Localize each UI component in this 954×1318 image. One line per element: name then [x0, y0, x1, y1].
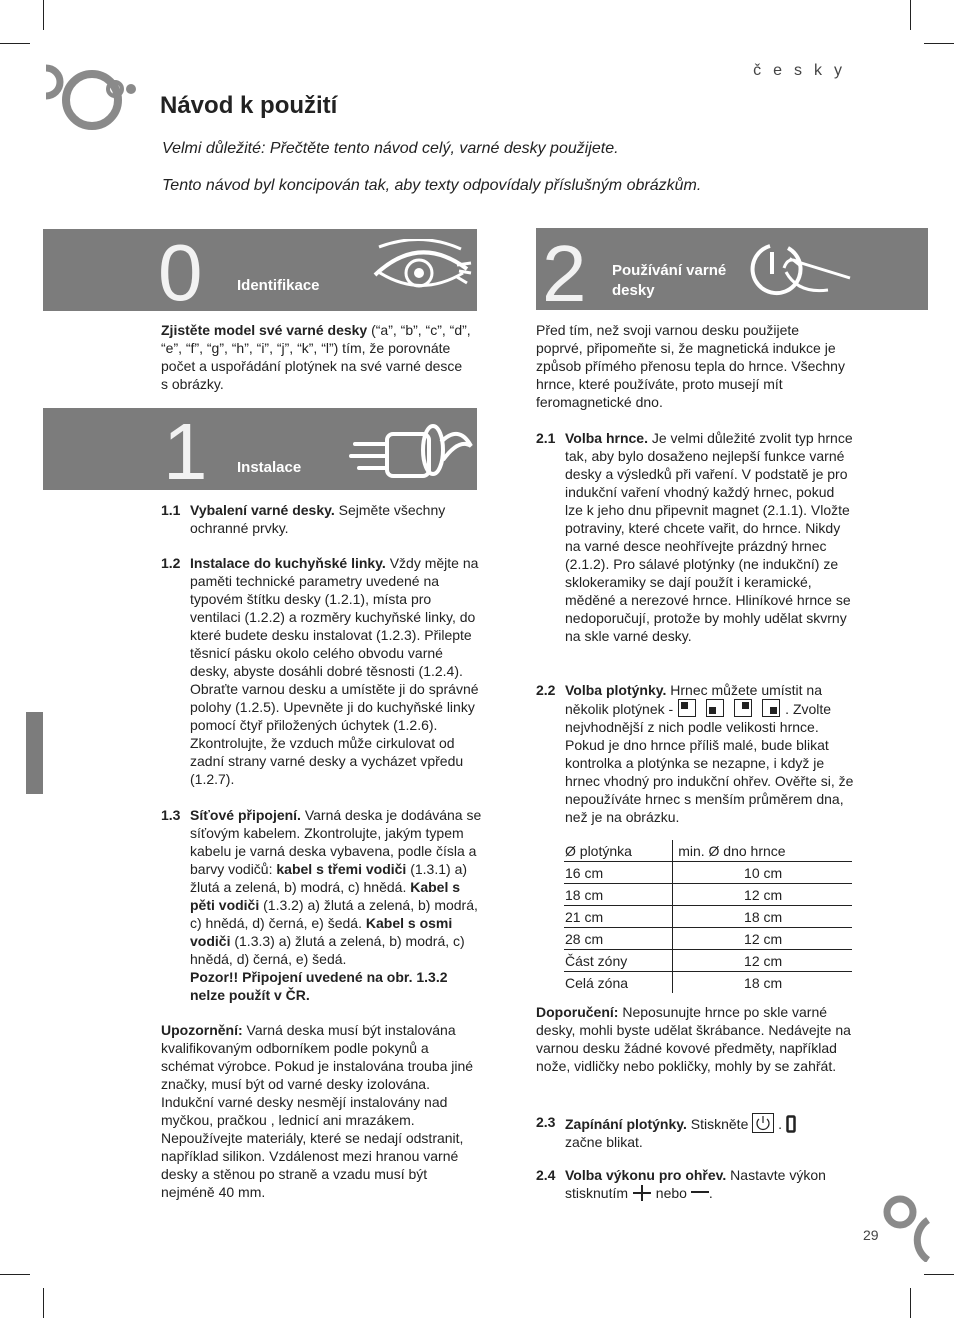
section-title: Volba plotýnky. — [565, 682, 667, 698]
caution-paragraph — [161, 1021, 483, 1201]
section-text: Vždy mějte na paměti technické parametry uvedené na typovém štítku desky (1.2.1), místa pro ventilaci (1.2.2) a rozměry kuchyňské linky, do které budete desku instalovat (1.2.3). Přilepte těsnicí pásku okolo celého obvodu varné desky, abyste dosáhli dobré těsnosti (1.2.4). Obraťte varnou desku a umístěte ji do správné polohy (1.2.5). Upevněte ji do kuchyňské linky pomocí čtyř přiložených úchytek (1.2.6). Zkontrolujte, že vzduch může cirkulovat od zadní strany varné desky a vycházet vpředu (1.2.7). — [190, 555, 479, 787]
section-text: Nastavte výkon stisknutím — [565, 1167, 826, 1201]
section-2-1 — [536, 429, 854, 645]
section-text: začne blikat. — [565, 1134, 643, 1150]
section-text: Hrnec můžete umístit na několik plotýnek - — [565, 682, 823, 717]
section-label-line2: desky — [612, 282, 655, 299]
section-text: . Zvolte nejvhodnější z nich podle velikosti hrnce. Pokud je dno hrnce příliš malé, bude blikat kontrolka a plotýnka se nezapne, i když je hrnec vhodný pro indukční ohřev. Ověřte si, že nepoužíváte hrnec s menším průměrem dna, než je na obrázku. — [565, 701, 854, 825]
table-row — [564, 906, 852, 928]
section-num: 1.3 — [161, 807, 181, 823]
section-text: (1.3.3) a) žlutá a zelená, b) modrá, c) hnědá, d) černá, e) šedá. — [190, 933, 465, 967]
recommendation-paragraph — [536, 1003, 854, 1075]
section-num: 2.3 — [536, 1114, 556, 1130]
table-cell: 12 cm — [673, 928, 852, 950]
identification-rest: (“a”, “b”, “c”, “d”, “e”, “f”, “g”, “h”, “i”, “j”, “k”, “l”) tím, že porovnáte počet a uspořádání plotýnek na své varné desce s obrázky. — [161, 322, 471, 392]
minus-icon — [691, 1187, 709, 1197]
section-text: Stiskněte — [686, 1116, 749, 1132]
section-1-2 — [161, 554, 481, 788]
section-0-banner — [43, 229, 477, 311]
section-title: Instalace do kuchyňské linky. — [190, 555, 386, 571]
intro-important: Velmi důležité: Přečtěte tento návod celý, varné desky použijete. — [162, 140, 619, 157]
crop-mark — [0, 43, 30, 44]
section-2-banner — [536, 228, 928, 310]
section-num: 1.1 — [161, 502, 181, 518]
section-num: 2.4 — [536, 1167, 556, 1183]
section-text: . — [708, 1185, 713, 1201]
section-title: Volba hrnce. — [565, 430, 648, 446]
cable-eight: Kabel s osmi vodiči — [190, 915, 453, 949]
section-label: Používání varné — [612, 262, 727, 279]
section-title: Volba výkonu pro ohřev. — [565, 1167, 727, 1183]
corner-logo-icon — [880, 1192, 930, 1262]
table-cell: 12 cm — [673, 950, 852, 972]
section-1-3 — [161, 806, 486, 1004]
intro-layout-note: Tento návod byl koncipován tak, aby texty odpovídaly příslušným obrázkům. — [162, 177, 702, 194]
section-text: Je velmi důležité zvolit typ hrnce tak, aby bylo dosaženo nejlepší funkce varné desky a výsledků při vaření. V podstatě je pro indukční vaření vhodný každý hrnec, pokud lze k jeho dnu připevnit magnet (2.1.1). Vložte potraviny, které chcete vařit, do hrnce. Nikdy na varné desce neohřívejte prázdný hrnec (2.1.2). Pro sálavé plotýnky (ne indukční) ze sklokeramiky se dají použít i keramické, měděné a nerezové hrnce. Hliníkové hrnce se nedoporučují, protože by mohly udělat skvrny na skle varné desky. — [565, 430, 853, 644]
zone-top-right-icon — [734, 699, 752, 717]
table-header-row — [564, 840, 852, 862]
identification-bold: Zjistěte model své varné desky — [161, 322, 368, 338]
section-title: Vybalení varné desky. — [190, 502, 335, 518]
crop-mark — [43, 1288, 44, 1318]
recommendation-text: Neposunujte hrnce po skle varné desky, mohli byste udělat škrábance. Nedávejte na varnou desku žádné kovové předměty, například nože, vidličky nebo pokličky, mohly by se zahřát. — [536, 1004, 851, 1074]
cable-three: kabel s třemi vodiči — [276, 861, 407, 877]
table-cell: 28 cm — [564, 928, 673, 950]
table-cell: 16 cm — [564, 862, 673, 884]
section-title: Síťové připojení. — [190, 807, 301, 823]
table-cell: 21 cm — [564, 906, 673, 928]
table-row — [564, 862, 852, 884]
table-cell: 12 cm — [673, 884, 852, 906]
table-row — [564, 884, 852, 906]
brand-logo-icon — [40, 62, 140, 142]
table-row — [564, 928, 852, 950]
warning-text: Pozor!! Připojení uvedené na obr. 1.3.2 nelze použít v ČR. — [190, 969, 448, 1003]
table-row — [564, 972, 852, 994]
zone-bottom-left-icon — [706, 699, 724, 717]
plus-icon — [632, 1185, 652, 1201]
section-text: nebo — [651, 1185, 687, 1201]
plug-icon — [347, 416, 477, 482]
section-title: Zapínání plotýnky. — [565, 1116, 687, 1132]
caution-title: Upozornění: — [161, 1022, 243, 1038]
section-2-2 — [536, 681, 854, 826]
eye-icon — [371, 239, 475, 301]
pan-size-table — [564, 840, 852, 993]
table-cell: 10 cm — [673, 862, 852, 884]
usage-intro: Před tím, než svoji varnou desku použijete poprvé, připomeňte si, že magnetická indukce je způsob přímého přenosu tepla do hrnce. Všechny hrnce, které používáte, proto musejí mít feromagnetické dno. — [536, 322, 845, 410]
zero-display-icon — [786, 1115, 796, 1133]
caution-text: Varná deska musí být instalována kvalifikovaným odborníkem podle pokynů a schémat výrobce. Pokud je instalována trouba jiné značky, musí být od varné desky izolována. Indukční varné desky nesmějí instalovány nad myčkou, pračkou , lednicí ani mrazákem. Nepoužívejte materiály, které se nedají odstranit, například silikon. Vzdálenost mezi hranou varné desky a stěnou po straně a vzadu musí být nejméně 40 mm. — [161, 1022, 474, 1200]
page-title: Návod k použití — [160, 92, 338, 119]
power-button-icon — [752, 1113, 774, 1133]
table-cell: 18 cm — [564, 884, 673, 906]
crop-mark — [924, 43, 954, 44]
section-num: 2.1 — [536, 430, 556, 446]
table-cell: 18 cm — [673, 972, 852, 994]
identification-text — [161, 321, 471, 393]
section-text: . — [774, 1116, 786, 1132]
section-2-4 — [536, 1166, 854, 1202]
section-1-banner — [43, 408, 477, 490]
table-cell: 18 cm — [673, 906, 852, 928]
crop-mark — [43, 0, 44, 30]
section-text: (1.3.1) a) žlutá a zelená, b) modrá, c) hnědá. — [190, 861, 468, 895]
section-number: 1 — [163, 408, 208, 490]
section-label: Instalace — [237, 459, 302, 476]
crop-mark — [910, 1288, 911, 1318]
crop-mark — [910, 0, 911, 30]
section-text: Varná deska je dodávána se síťovým kabelem. Zkontrolujte, jakým typem kabelu je varná deska vybavena, podle čísla a barvy vodičů: — [190, 807, 482, 877]
section-number: 2 — [542, 229, 587, 310]
crop-mark — [0, 1274, 30, 1275]
cable-five: Kabel s pěti vodiči — [190, 879, 461, 913]
section-number: 0 — [158, 229, 203, 311]
section-text: Sejměte všechny ochranné prvky. — [190, 502, 446, 536]
table-header-cell: Ø plotýnka — [564, 840, 673, 862]
section-2-3 — [536, 1113, 854, 1151]
section-label: Identifikace — [237, 277, 320, 294]
recommendation-title: Doporučení: — [536, 1004, 619, 1020]
section-num: 1.2 — [161, 555, 181, 571]
page-number: 29 — [863, 1227, 879, 1243]
table-cell: Celá zóna — [565, 974, 629, 991]
zone-bottom-right-icon — [762, 699, 780, 717]
language-label: česky — [753, 62, 854, 79]
table-cell: Část zóny — [564, 950, 673, 972]
section-num: 2.2 — [536, 682, 556, 698]
section-1-1 — [161, 501, 471, 537]
zone-top-left-icon — [678, 699, 696, 717]
table-row — [564, 950, 852, 972]
table-header-cell: min. Ø dno hrnce — [673, 840, 852, 862]
section-text: (1.3.2) a) žlutá a zelená, b) modrá, c) hnědá, d) černá, e) šedá. — [190, 897, 478, 931]
crop-mark — [924, 1274, 954, 1275]
power-touch-icon — [748, 238, 858, 304]
side-tab-marker — [26, 712, 43, 794]
